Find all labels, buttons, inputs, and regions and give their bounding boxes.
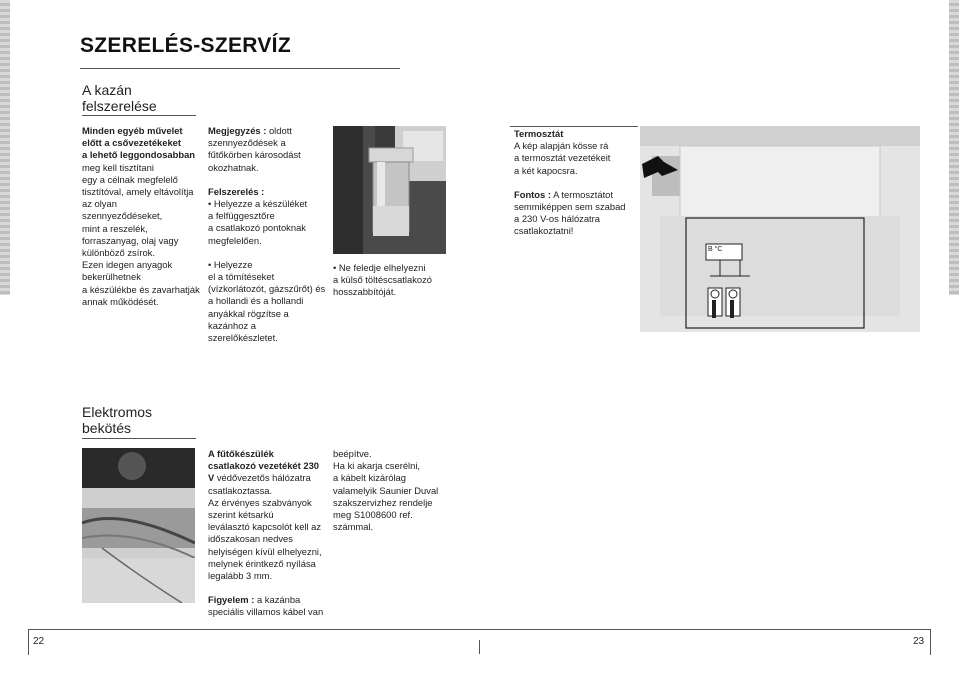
section-heading-line: felszerelése	[82, 98, 157, 114]
note-label: Megjegyzés :	[208, 125, 267, 136]
text-line: a termosztát vezetékeit	[514, 152, 611, 164]
section-heading-line: bekötés	[82, 420, 132, 436]
section-heading-line: A kazán	[82, 82, 132, 98]
electrical-cable-photo	[82, 448, 195, 603]
text-line: beépítve.	[333, 448, 372, 459]
thermostat-symbol: B °C	[708, 246, 723, 253]
text-span: A termosztátot	[550, 188, 613, 200]
text-line: Minden egyéb művelet	[82, 125, 183, 136]
page-number-right: 23	[913, 636, 925, 647]
text-line: hosszabbítóját.	[333, 286, 397, 298]
text-line: speciális villamos kábel van	[208, 606, 324, 618]
section-heading-line: Elektromos	[82, 404, 153, 420]
text-line: a lehető leggondosabban	[82, 149, 196, 161]
text-line: semmiképpen sem szabad	[514, 201, 626, 213]
text-line: a csatlakozó pontoknak	[208, 222, 306, 234]
section-heading-installation	[82, 82, 157, 114]
cable-replacement-text	[333, 448, 458, 533]
bullet-line: • Ne feledje elhelyezni	[333, 262, 453, 274]
text-span: V	[208, 472, 215, 484]
text-line: anyákkal rögzítse a	[208, 307, 289, 319]
text-line: szennyeződések a	[208, 137, 286, 149]
text-line: szakszervizhez rendelje	[333, 496, 433, 508]
bullet-line: • Helyezze a készüléket	[208, 198, 328, 210]
text-line: el a tömítéseket	[208, 271, 275, 283]
text-line: megfelelően.	[208, 234, 262, 246]
text-line: mint a reszelék,	[82, 222, 148, 234]
page-edge-right	[949, 0, 959, 295]
section-rule	[82, 115, 196, 116]
text-line: valamelyik Saunier Duval	[333, 484, 439, 496]
text-line: a 230 V-os hálózatra	[514, 213, 600, 225]
electrical-connection-text	[208, 448, 333, 619]
text-line: A fűtőkészülék	[208, 448, 274, 459]
text-line: bekerülhetnek	[82, 271, 141, 283]
text-line: időszakosan nedves	[208, 533, 293, 545]
thermostat-wiring-photo	[640, 126, 920, 332]
text-line: meg kell tisztítani	[82, 161, 154, 173]
text-line: forraszanyag, olaj vagy	[82, 234, 179, 246]
text-line: fűtőkörben károsodást	[208, 149, 301, 161]
text-line: az olyan	[82, 198, 117, 210]
text-line: Ezen idegen anyagok	[82, 259, 173, 271]
footer-tick-right	[930, 629, 931, 655]
text-line: meg S1008600 ref.	[333, 509, 413, 521]
text-line: leválasztó kapcsolót kell az	[208, 521, 322, 533]
text-line: helyiségen kívül elhelyezni,	[208, 545, 322, 557]
install-label: Felszerelés :	[208, 185, 265, 197]
text-span: védővezetős hálózatra	[214, 472, 311, 484]
text-line: A kép alapján kösse rá	[514, 140, 609, 152]
footer-tick-center	[479, 640, 480, 654]
text-line: legalább 3 mm.	[208, 570, 273, 582]
text-line: annak működését.	[82, 295, 159, 307]
title-rule	[80, 68, 400, 69]
text-line: Ha ki akarja cserélni,	[333, 460, 421, 472]
text-line: számmal.	[333, 521, 374, 533]
text-line: egy a célnak megfelelő	[82, 173, 178, 185]
section-rule	[82, 438, 196, 439]
text-line: csatlakoztassa.	[208, 484, 273, 496]
page-title: SZERELÉS-SZERVÍZ	[80, 34, 291, 57]
text-line: a hollandi és a hollandi	[208, 295, 304, 307]
thermostat-rule	[510, 126, 638, 127]
thermostat-label: Termosztát	[514, 128, 564, 139]
text-line: szennyeződéseket,	[82, 210, 163, 222]
text-line: (vízkorlátozót, gázszűrőt) és	[208, 283, 326, 295]
footer-tick-left	[28, 629, 29, 655]
installation-text	[208, 125, 328, 344]
text-line: okozhatnak.	[208, 161, 259, 173]
page-number-left: 22	[33, 636, 45, 647]
section-heading-electrical	[82, 404, 152, 436]
text-line: szerint kétsarkú	[208, 509, 274, 521]
text-line: Az érvényes szabványok	[208, 496, 312, 508]
important-label: Fontos :	[514, 188, 551, 200]
text-line: a készülékbe és zavarhatják	[82, 283, 200, 295]
extension-text	[333, 262, 453, 299]
text-line: csatlakozó vezetékét 230	[208, 460, 320, 472]
text-span: oldott	[266, 125, 292, 136]
pipe-fitting-photo	[333, 126, 446, 254]
thermostat-text	[514, 128, 642, 238]
text-line: tisztítóval, amely eltávolítja	[82, 186, 194, 198]
text-line: a két kapocsra.	[514, 164, 578, 176]
text-span: a kazánba	[254, 594, 301, 606]
footer-rule	[28, 629, 931, 630]
cleaning-text	[82, 125, 202, 308]
text-line: különböző zsírok.	[82, 247, 155, 259]
page-edge-left	[0, 0, 10, 295]
text-line: előtt a csővezetékeket	[82, 137, 182, 149]
bullet-line: • Helyezze	[208, 259, 328, 271]
text-line: a külső töltéscsatlakozó	[333, 274, 433, 286]
text-line: a kábelt kizárólag	[333, 472, 406, 484]
text-line: csatlakoztatni!	[514, 225, 574, 237]
text-line: kazánhoz a szerelőkészletet.	[208, 319, 278, 344]
attention-label: Figyelem :	[208, 594, 255, 606]
text-line: a felfüggesztőre	[208, 210, 275, 222]
text-line: melynek érintkező nyílása	[208, 557, 316, 569]
